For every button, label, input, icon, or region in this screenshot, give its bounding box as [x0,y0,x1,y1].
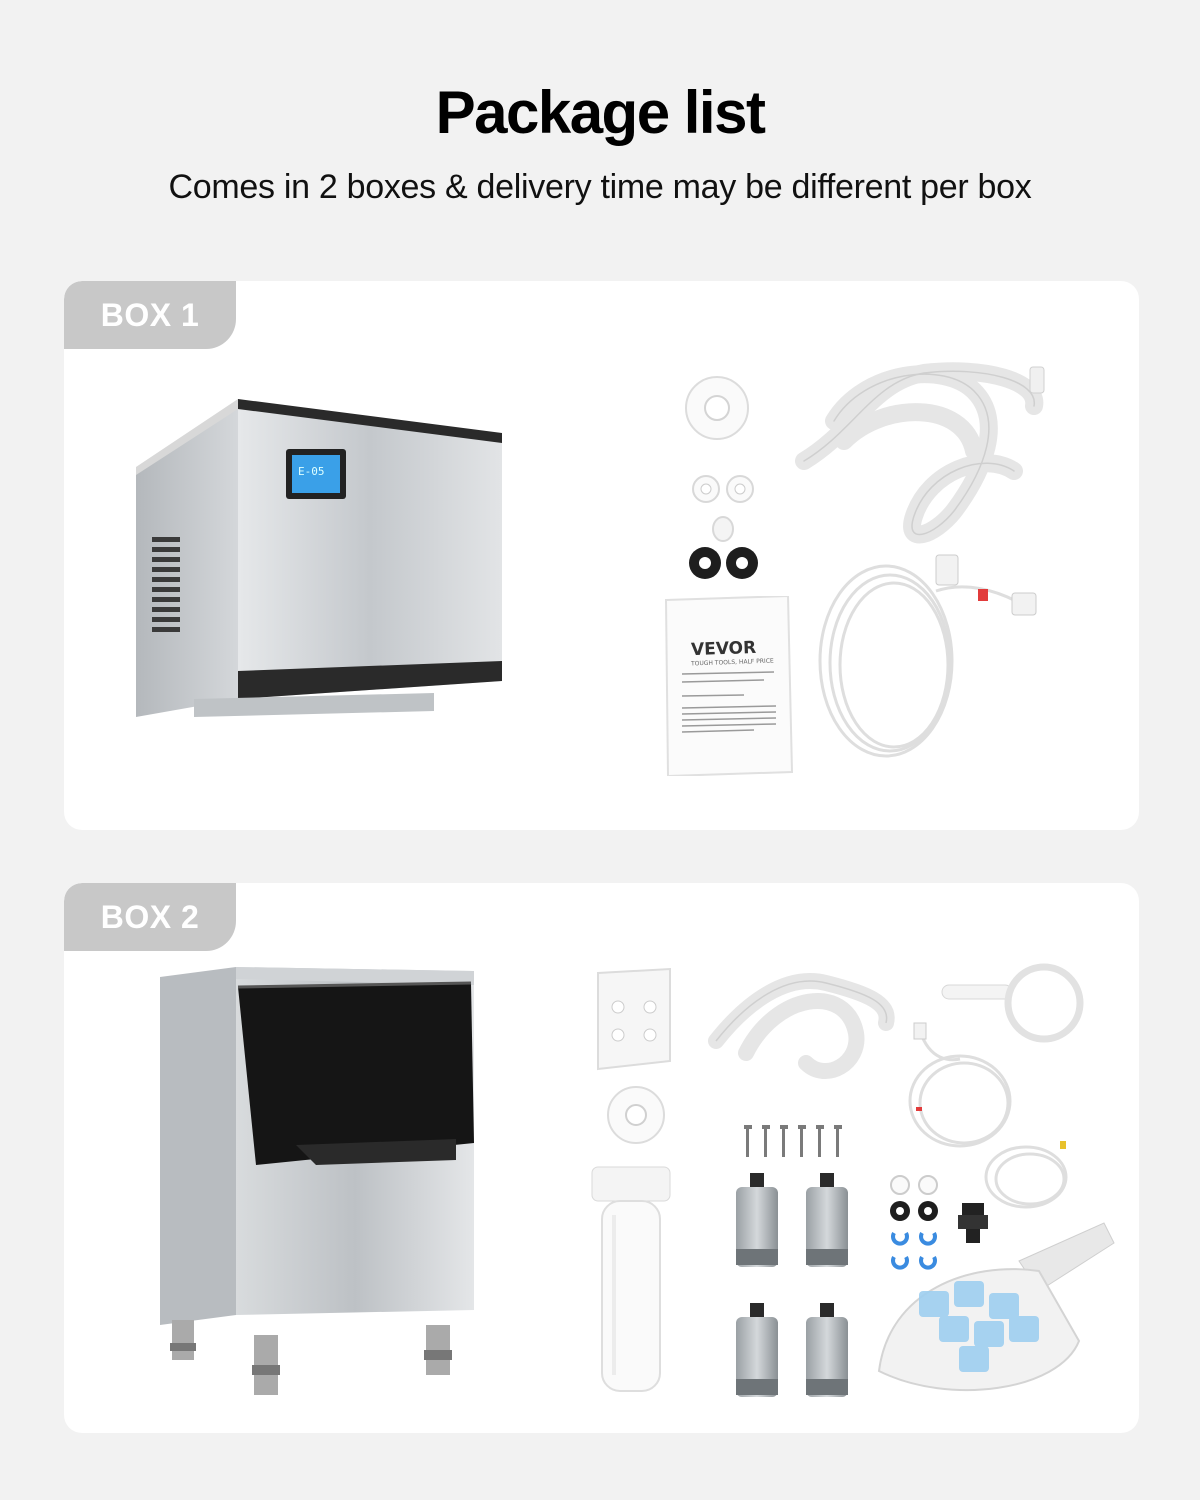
water-filter-image [586,1165,676,1405]
water-tubing-small-image [976,1135,1086,1215]
ice-storage-bin-image [156,965,486,1420]
box-2-tag: BOX 2 [64,883,236,951]
user-manual-image [664,596,794,776]
manual-tagline: TOUGH TOOLS, HALF PRICE [690,657,774,668]
sealing-ring-large-image [682,373,752,443]
manual-brand: VEVOR [690,637,757,661]
page-subtitle: Comes in 2 boxes & delivery time may be different per box [168,168,1032,206]
box-2-panel [64,883,1139,1433]
ice-maker-head-image [134,399,509,719]
page-title: Package list [435,79,765,146]
screws-image [740,1123,850,1163]
drain-hose-image [794,361,1054,561]
ice-scoop-image [869,1221,1119,1411]
water-inlet-tubing-image [816,551,1056,781]
sealing-washers-black-image [686,543,762,583]
box-1-tag: BOX 1 [64,281,236,349]
sealing-washers-white-image [690,473,760,553]
drain-hose-2-image [706,963,906,1103]
sealing-ring-image [604,1083,668,1147]
filter-bracket-image [594,965,674,1075]
svg-text:E-05: E-05 [298,465,325,478]
box-1-panel [64,281,1139,830]
